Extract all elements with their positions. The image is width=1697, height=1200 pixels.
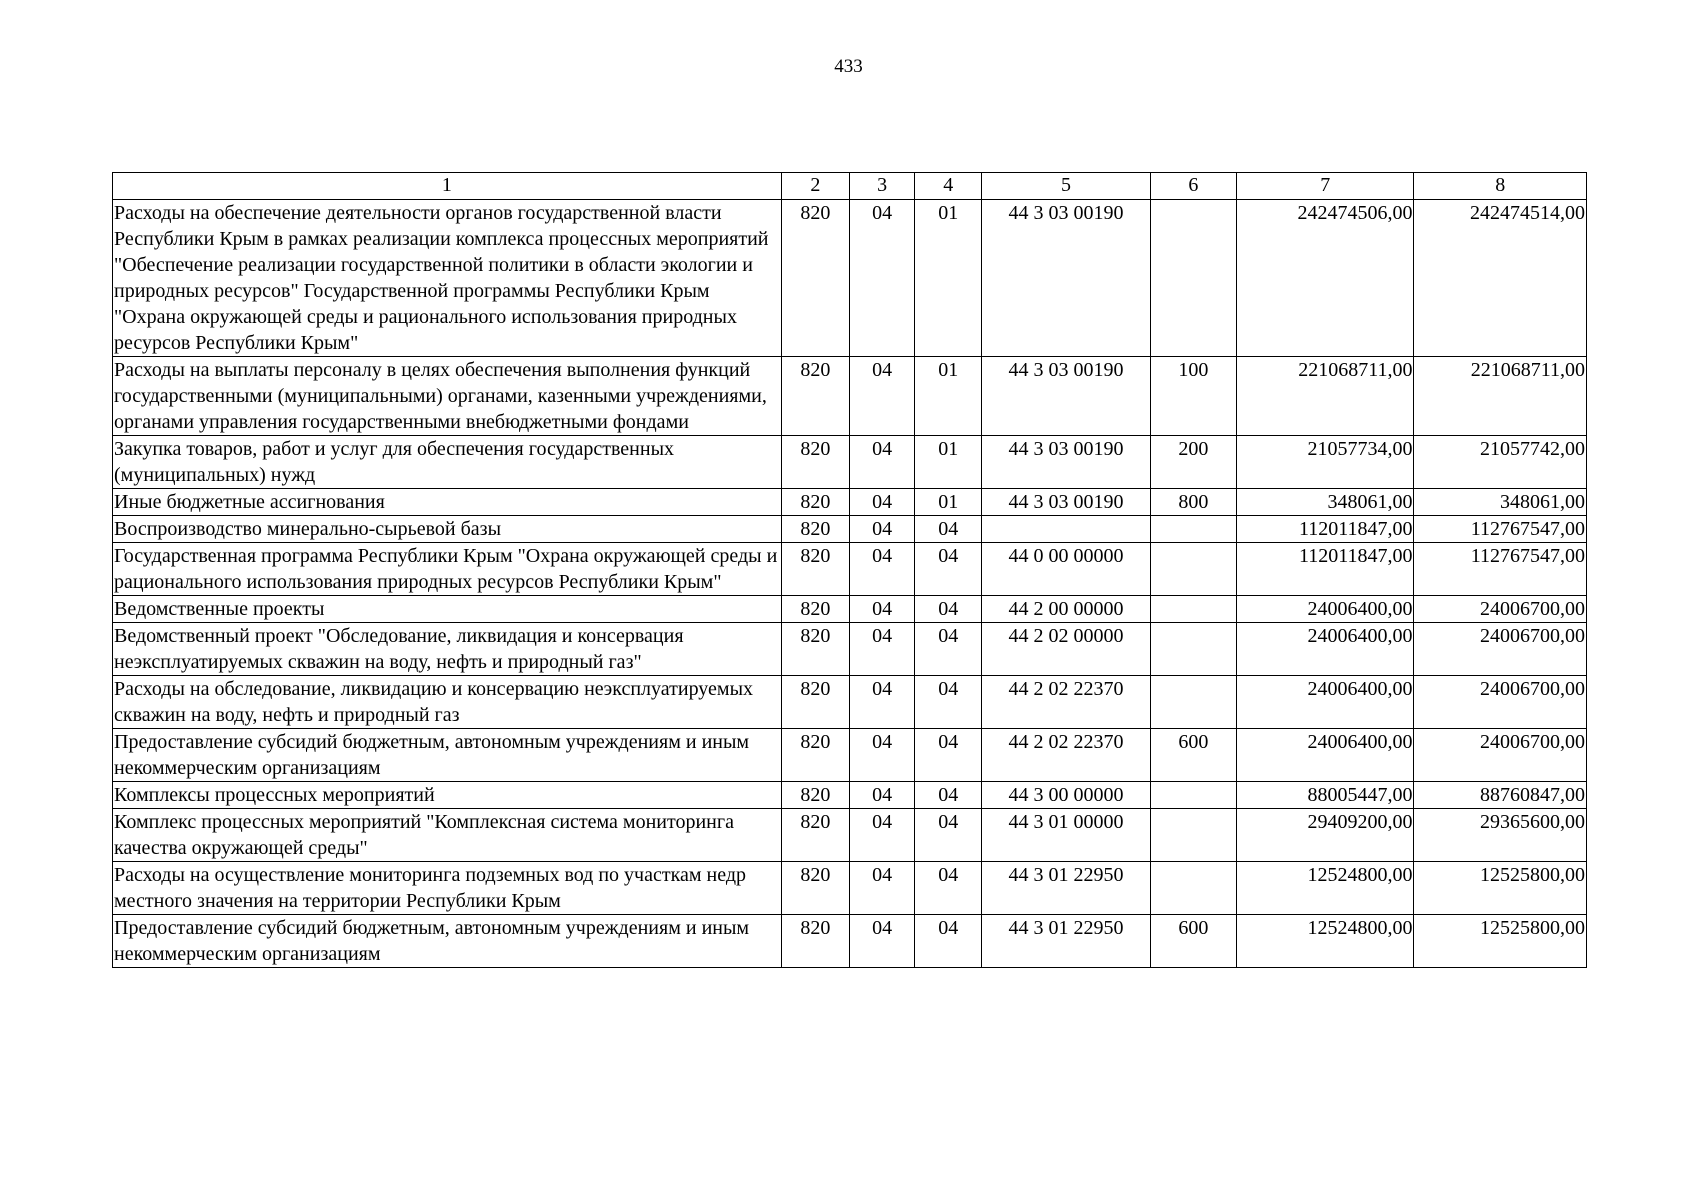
item-name: Расходы на обследование, ликвидацию и консервацию неэксплуатируемых скважин на воду, нефть и природный газ	[113, 676, 782, 729]
amount-year-2: 24006700,00	[1414, 729, 1587, 782]
expense-type-code: 800	[1150, 489, 1236, 516]
amount-year-2: 12525800,00	[1414, 862, 1587, 915]
subsection-code: 04	[915, 516, 982, 543]
target-article-code: 44 3 03 00190	[982, 489, 1150, 516]
ministry-code: 820	[781, 623, 849, 676]
subsection-code: 04	[915, 623, 982, 676]
section-code: 04	[849, 729, 914, 782]
ministry-code: 820	[781, 200, 849, 357]
ministry-code: 820	[781, 543, 849, 596]
column-header: 6	[1150, 173, 1236, 200]
table-row	[113, 516, 1587, 543]
expense-type-code	[1150, 543, 1236, 596]
target-article-code: 44 0 00 00000	[982, 543, 1150, 596]
column-header: 5	[982, 173, 1150, 200]
table-header-row	[113, 173, 1587, 200]
amount-year-1: 12524800,00	[1237, 862, 1414, 915]
table-row	[113, 623, 1587, 676]
subsection-code: 04	[915, 543, 982, 596]
section-code: 04	[849, 489, 914, 516]
ministry-code: 820	[781, 436, 849, 489]
item-name: Иные бюджетные ассигнования	[113, 489, 782, 516]
section-code: 04	[849, 596, 914, 623]
amount-year-2: 112767547,00	[1414, 516, 1587, 543]
subsection-code: 01	[915, 357, 982, 436]
expense-type-code	[1150, 782, 1236, 809]
target-article-code: 44 3 01 22950	[982, 915, 1150, 968]
section-code: 04	[849, 200, 914, 357]
page-number: 433	[834, 56, 863, 77]
ministry-code: 820	[781, 915, 849, 968]
subsection-code: 04	[915, 676, 982, 729]
section-code: 04	[849, 676, 914, 729]
expense-type-code	[1150, 200, 1236, 357]
amount-year-1: 24006400,00	[1237, 729, 1414, 782]
target-article-code: 44 3 01 22950	[982, 862, 1150, 915]
column-header: 7	[1237, 173, 1414, 200]
table-row	[113, 809, 1587, 862]
table-row	[113, 862, 1587, 915]
amount-year-2: 88760847,00	[1414, 782, 1587, 809]
section-code: 04	[849, 436, 914, 489]
item-name: Комплекс процессных мероприятий "Комплексная система мониторинга качества окружающей среды"	[113, 809, 782, 862]
table-row	[113, 436, 1587, 489]
expense-type-code: 100	[1150, 357, 1236, 436]
expense-type-code: 600	[1150, 729, 1236, 782]
table-row	[113, 782, 1587, 809]
section-code: 04	[849, 915, 914, 968]
expense-type-code: 600	[1150, 915, 1236, 968]
section-code: 04	[849, 516, 914, 543]
amount-year-1: 221068711,00	[1237, 357, 1414, 436]
expense-type-code	[1150, 516, 1236, 543]
item-name: Предоставление субсидий бюджетным, автономным учреждениям и иным некоммерческим организациям	[113, 915, 782, 968]
table-row	[113, 543, 1587, 596]
amount-year-1: 112011847,00	[1237, 543, 1414, 596]
item-name: Расходы на обеспечение деятельности органов государственной власти Республики Крым в рамках реализации комплекса процессных мероприятий "Обеспечение реализации государственной политики в области экологии и природных ресурсов" Государственной программы Республики Крым "Охрана окружающей среды и рационального использования природных ресурсов Республики Крым"	[113, 200, 782, 357]
expense-type-code	[1150, 862, 1236, 915]
item-name: Расходы на осуществление мониторинга подземных вод по участкам недр местного значения на территории Республики Крым	[113, 862, 782, 915]
amount-year-1: 12524800,00	[1237, 915, 1414, 968]
amount-year-2: 348061,00	[1414, 489, 1587, 516]
ministry-code: 820	[781, 596, 849, 623]
amount-year-1: 112011847,00	[1237, 516, 1414, 543]
subsection-code: 04	[915, 915, 982, 968]
amount-year-1: 29409200,00	[1237, 809, 1414, 862]
table-row	[113, 357, 1587, 436]
target-article-code: 44 3 03 00190	[982, 200, 1150, 357]
item-name: Комплексы процессных мероприятий	[113, 782, 782, 809]
column-header: 2	[781, 173, 849, 200]
subsection-code: 01	[915, 489, 982, 516]
amount-year-1: 242474506,00	[1237, 200, 1414, 357]
ministry-code: 820	[781, 729, 849, 782]
budget-table	[112, 172, 1587, 968]
item-name: Закупка товаров, работ и услуг для обеспечения государственных (муниципальных) нужд	[113, 436, 782, 489]
ministry-code: 820	[781, 782, 849, 809]
amount-year-1: 88005447,00	[1237, 782, 1414, 809]
section-code: 04	[849, 623, 914, 676]
target-article-code: 44 2 02 22370	[982, 729, 1150, 782]
section-code: 04	[849, 809, 914, 862]
ministry-code: 820	[781, 516, 849, 543]
target-article-code: 44 2 00 00000	[982, 596, 1150, 623]
item-name: Предоставление субсидий бюджетным, автономным учреждениям и иным некоммерческим организациям	[113, 729, 782, 782]
subsection-code: 01	[915, 436, 982, 489]
amount-year-2: 21057742,00	[1414, 436, 1587, 489]
column-header: 1	[113, 173, 782, 200]
target-article-code: 44 3 03 00190	[982, 357, 1150, 436]
subsection-code: 04	[915, 782, 982, 809]
item-name: Государственная программа Республики Крым "Охрана окружающей среды и рационального использования природных ресурсов Республики Крым"	[113, 543, 782, 596]
table-row	[113, 489, 1587, 516]
amount-year-2: 24006700,00	[1414, 623, 1587, 676]
expense-type-code	[1150, 676, 1236, 729]
expense-type-code: 200	[1150, 436, 1236, 489]
expense-type-code	[1150, 596, 1236, 623]
item-name: Ведомственные проекты	[113, 596, 782, 623]
ministry-code: 820	[781, 862, 849, 915]
subsection-code: 04	[915, 596, 982, 623]
item-name: Ведомственный проект "Обследование, ликвидация и консервация неэксплуатируемых скважин на воду, нефть и природный газ"	[113, 623, 782, 676]
section-code: 04	[849, 357, 914, 436]
target-article-code: 44 3 01 00000	[982, 809, 1150, 862]
amount-year-1: 24006400,00	[1237, 676, 1414, 729]
amount-year-2: 242474514,00	[1414, 200, 1587, 357]
amount-year-2: 24006700,00	[1414, 596, 1587, 623]
section-code: 04	[849, 862, 914, 915]
subsection-code: 04	[915, 729, 982, 782]
amount-year-1: 21057734,00	[1237, 436, 1414, 489]
amount-year-2: 12525800,00	[1414, 915, 1587, 968]
column-header: 4	[915, 173, 982, 200]
amount-year-2: 24006700,00	[1414, 676, 1587, 729]
item-name: Расходы на выплаты персоналу в целях обеспечения выполнения функций государственными (муниципальными) органами, казенными учреждениями, органами управления государственными внебюджетными фондами	[113, 357, 782, 436]
expense-type-code	[1150, 809, 1236, 862]
amount-year-2: 112767547,00	[1414, 543, 1587, 596]
table-row	[113, 596, 1587, 623]
table-body	[113, 200, 1587, 968]
table-row	[113, 200, 1587, 357]
ministry-code: 820	[781, 809, 849, 862]
target-article-code: 44 3 00 00000	[982, 782, 1150, 809]
item-name: Воспроизводство минерально-сырьевой базы	[113, 516, 782, 543]
amount-year-2: 29365600,00	[1414, 809, 1587, 862]
ministry-code: 820	[781, 676, 849, 729]
subsection-code: 04	[915, 809, 982, 862]
amount-year-1: 24006400,00	[1237, 623, 1414, 676]
section-code: 04	[849, 543, 914, 596]
subsection-code: 01	[915, 200, 982, 357]
amount-year-1: 348061,00	[1237, 489, 1414, 516]
column-header: 3	[849, 173, 914, 200]
table-row	[113, 729, 1587, 782]
ministry-code: 820	[781, 357, 849, 436]
section-code: 04	[849, 782, 914, 809]
target-article-code: 44 2 02 00000	[982, 623, 1150, 676]
target-article-code: 44 2 02 22370	[982, 676, 1150, 729]
target-article-code: 44 3 03 00190	[982, 436, 1150, 489]
ministry-code: 820	[781, 489, 849, 516]
column-header: 8	[1414, 173, 1587, 200]
subsection-code: 04	[915, 862, 982, 915]
target-article-code	[982, 516, 1150, 543]
expense-type-code	[1150, 623, 1236, 676]
table-row	[113, 676, 1587, 729]
amount-year-1: 24006400,00	[1237, 596, 1414, 623]
amount-year-2: 221068711,00	[1414, 357, 1587, 436]
table-row	[113, 915, 1587, 968]
